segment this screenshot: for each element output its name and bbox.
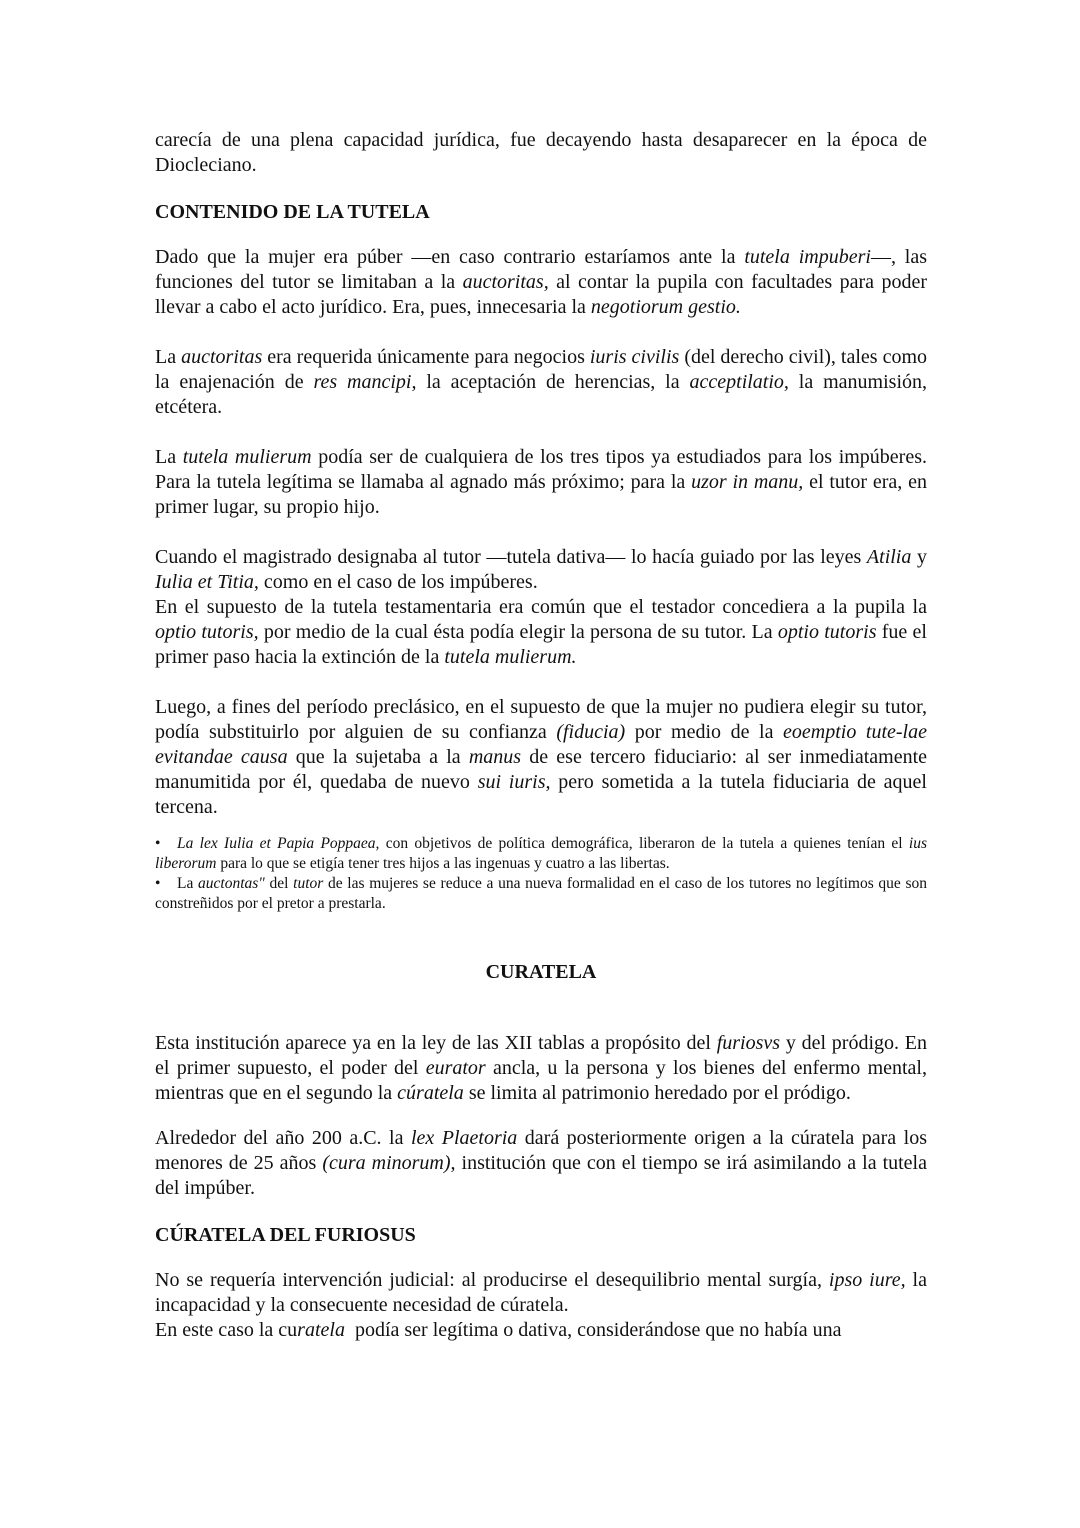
- paragraph-auctoritas: La auctoritas era requerida únicamente para negocios iuris civilis (del derecho civil), tales como la enajenación de res mancipi, la aceptación de herencias, la acceptilatio, la manumisión, etcétera.: [155, 346, 928, 418]
- paragraph-curatela-origen: Esta institución aparece ya en la ley de las XII tablas a propósito del furiosvs y del pródigo. En el primer supuesto, el poder del eurator ancla, u la persona y los bienes del enfermo mental, mientras que en el segundo la cúratela se limita al patrimonio heredado por el pródigo.: [155, 1032, 927, 1104]
- document-page: [155, 128, 927, 1343]
- bullet-icon: •: [155, 875, 161, 892]
- paragraph-lex-plaetoria: Alrededor del año 200 a.C. la lex Plaetoria dará posteriormente origen a la cúratela para los menores de 25 años (cura minorum), institución que con el tiempo se irá asimilando a la tutela del impúber.: [155, 1127, 927, 1199]
- paragraph-intervencion-judicial: No se requería intervención judicial: al producirse el desequilibrio mental surgía, ipso iure, la incapacidad y la consecuente necesidad de cúratela.: [155, 1269, 927, 1316]
- footnote-auctoritas: • La auctontas" del tutor de las mujeres se reduce a una nueva formalidad en el caso de los tutores no legítimos que son constreñidos por el pretor a prestarla.: [155, 875, 927, 912]
- paragraph-tutela-mulierum: La tutela mulierum podía ser de cualquiera de los tres tipos ya estudiados para los impúberes. Para la tutela legítima se llamaba al agnado más próximo; para la uzor in manu, el tutor era, en primer lugar, su propio hijo.: [155, 446, 928, 518]
- paragraph-fiducia: Luego, a fines del período preclásico, en el supuesto de que la mujer no pudiera elegir su tutor, podía substituirlo por alguien de su confianza (fiducia) por medio de la eoemptio tute-lae evitandae causa que la sujetaba a la manus de ese tercero fiduciario: al ser inmediatamente manumitida por él, quedaba de nuevo sui iuris, pero sometida a la tutela fiduciaria de aquel tercena.: [155, 696, 928, 818]
- paragraph-tutela-testamentaria: En el supuesto de la tutela testamentaria era común que el testador concediera a la pupila la optio tutoris, por medio de la cual ésta podía elegir la persona de su tutor. La optio tutoris fue el primer paso hacia la extinción de la tutela mulierum.: [155, 596, 927, 668]
- heading-curatela-furiosus: CÚRATELA DEL FURIOSUS: [155, 1224, 416, 1246]
- heading-curatela: CURATELA: [485, 961, 597, 983]
- paragraph-tutela-dativa: Cuando el magistrado designaba al tutor —tutela dativa— lo hacía guiado por las leyes Atilia y Iulia et Titia, como en el caso de los impúberes.: [155, 546, 928, 593]
- intro-paragraph: carecía de una plena capacidad jurídica, fue decayendo hasta desaparecer en la época de Diocleciano.: [155, 129, 927, 176]
- bullet-icon: •: [155, 835, 161, 852]
- heading-contenido-tutela: CONTENIDO DE LA TUTELA: [155, 201, 430, 223]
- paragraph-curatela-legitima: En este caso la curatela podía ser legítima o dativa, considerándose que no había una: [155, 1319, 842, 1341]
- footnote-lex-iulia: • La lex Iulia et Papia Poppaea, con objetivos de política demográfica, liberaron de la tutela a quienes tenían el ius liberorum para lo que se etigía tener tres hijos a las ingenuas y cuatro a las libertas.: [155, 835, 927, 872]
- paragraph-tutela-puber: Dado que la mujer era púber —en caso contrario estaríamos ante la tutela impuberi—, las funciones del tutor se limitaban a la auctoritas, al contar la pupila con facultades para poder llevar a cabo el acto jurídico. Era, pues, innecesaria la negotiorum gestio.: [155, 246, 928, 318]
